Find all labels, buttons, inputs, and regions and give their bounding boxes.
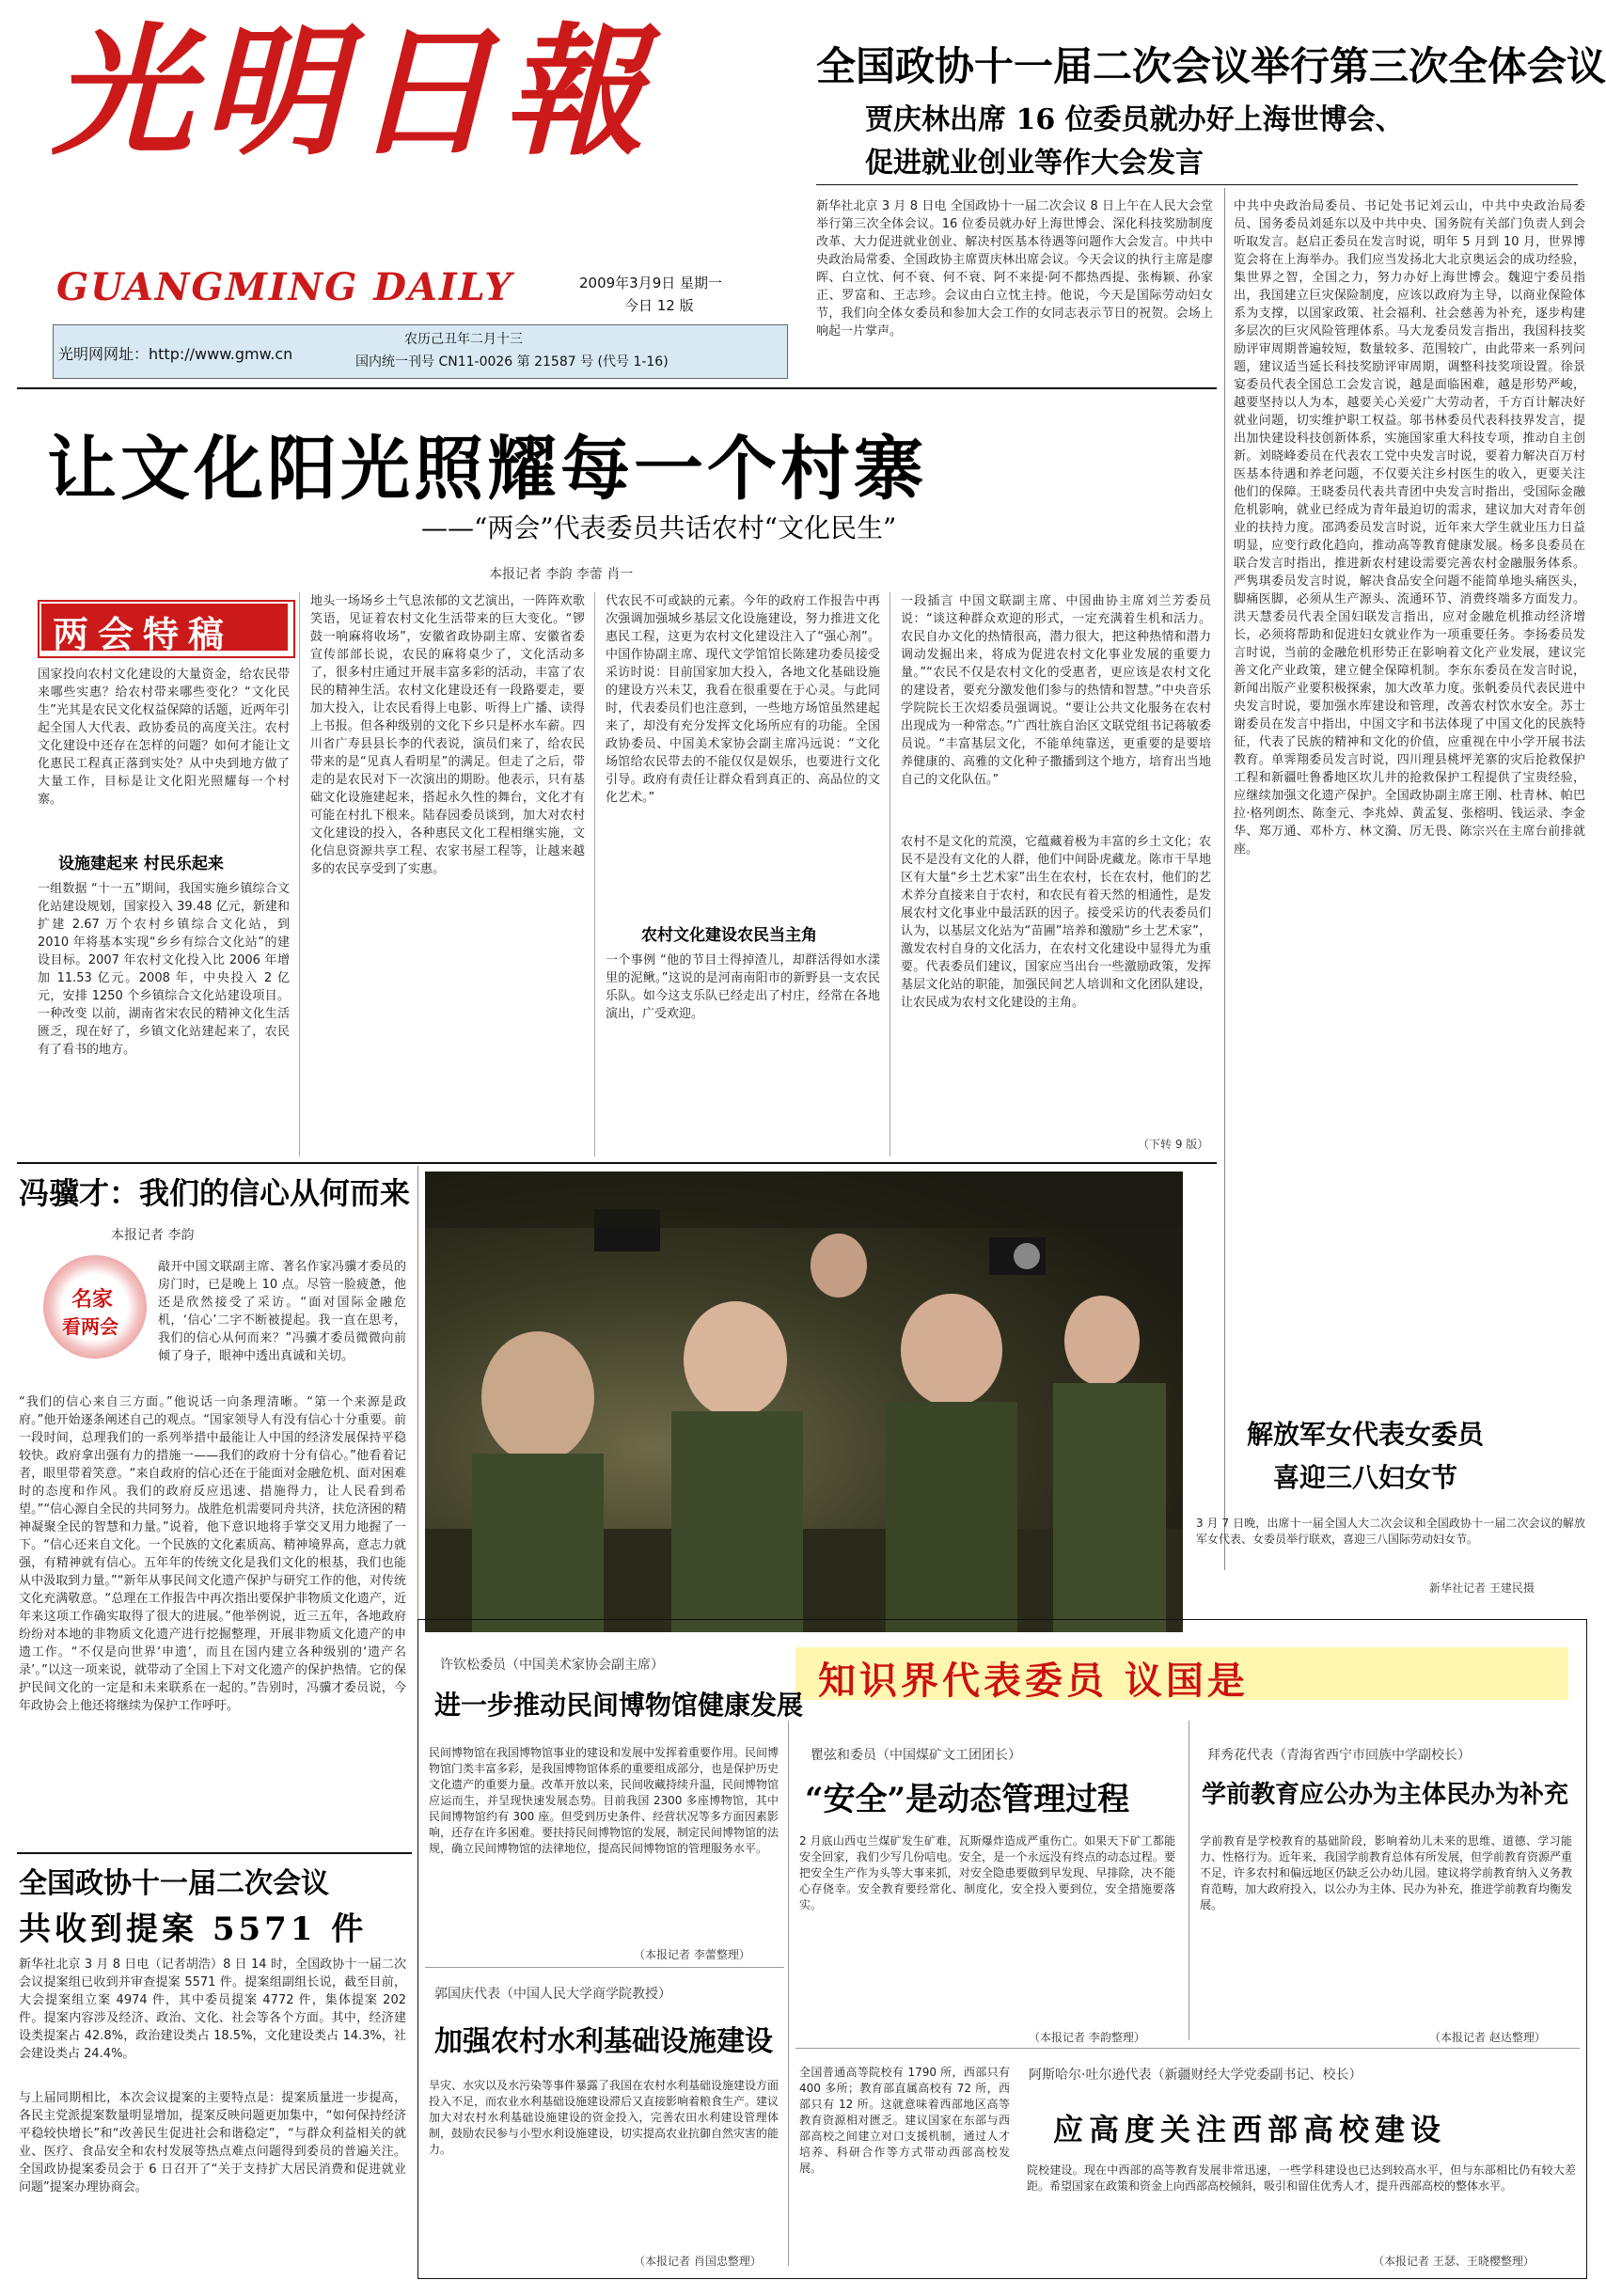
article-1-author: 许钦松委员（中国美术家协会副主席） — [440, 1658, 664, 1673]
issn-line: 国内统一刊号 CN11-0026 第 21587 号 (代号 1-16) — [355, 354, 669, 370]
feature-col-1: 国家投向农村文化建设的大量资金，给农民带来哪些实惠？给农村带来哪些变化？“文化民生”光其是农民文化权益保障的话题，近两年引起全国人大代表、政协委员的高度关注。农村文化建设中还存在怎样的问题？如何才能让文化惠民工程真正落到实处？从中央到地方做了大量工作，目标是让文化阳光照耀每一个村寨。 — [38, 668, 290, 807]
article-4-title: 加强农村水利基础设施建设 — [434, 2025, 773, 2058]
intellectuals-banner-text: 知识界代表委员 议国是 — [818, 1659, 1249, 1703]
article-3-signature: （本报记者 赵达整理） — [1429, 2031, 1546, 2044]
article-2-title: “安全”是动态管理过程 — [805, 1781, 1130, 1818]
article-1-title: 进一步推动民间博物馆健康发展 — [434, 1690, 804, 1721]
feng-body: “我们的信心来自三方面。”他说话一向条理清晰。“第一个来源是政府。”他开始逐条阐述自己的观点。“国家领导人有没有信心十分重要。前一段时间，总理我们的一系列举措中最能让人中国的经济发展保持平稳较快。政府拿出强有力的措施一——我们的政府十分有信心。”他看着记者，眼里带着笑意。“来自政府的信心还在于能面对金融危机、面对困难时的态度和作风。我们的政府反应迅速、措施得力，让人民看到希望。”“信心源自全民的共同努力。战胜危机需要同舟共济，扶危济困的精神凝聚全民的智慧和力量。”说着，他下意识地将手掌交叉用力地握了一下。“信心还来自文化。一个民族的文化素质高、精神境界高，意志力就强，有精神就有信心。五年年的传统文化是我们文化的根基，我们也能从中汲取到力量。”“新年从事民间文化遗产保护与研究工作的他，对传统文化充满敬意。“总理在工作报告中再次指出要保护非物质文化遗产，近年来这项工作确实取得了很大的进展。”他举例说，近三五年，各地政府纷纷对本地的非物质文化遗产进行挖掘整理，开展非物质文化遗产的申遗工作。“不仅是向世界‘申遗’，而且在国内建立各种级别的‘遗产名录’。”以这一项来说，就带动了全国上下对文化遗产的保护热情。它的保护民间文化的一定是和未来联系在一起的。”告别时，冯骥才委员说，今年政协会上他还将继续为保护工作呼吁。 — [19, 1395, 406, 1713]
news-photo — [425, 1172, 1183, 1632]
proposals-headline-2: 共收到提案 5571 件 — [19, 1911, 368, 1948]
feature-headline: 让文化阳光照耀每一个村寨 — [47, 429, 927, 510]
feature-continued: （下转 9 版） — [1138, 1138, 1209, 1151]
feature-col-5: 农村不是文化的荒漠，它蕴藏着极为丰富的乡土文化；农民不是没有文化的人群，他们中间卧虎藏龙。陈市干旱地区有大量“乡土艺术家”出生在农村，长在农村，他们的艺术养分直接来自于农村，和农民有着天然的相通性，是发展农村文化事业中最活跃的因子。接受采访的代表委员们认为，以基层文化站为“苗圃”培养和激励“乡土艺术家”，激发农村自身的文化活力，在农村文化建设中显得尤为重要。代表委员们建议，国家应当出台一些激励政策，发挥基层文化站的职能，加强民间艺人培训和文化团队建设，让农民成为农村文化建设的主角。 — [901, 835, 1211, 1010]
website-address: 光明网网址：http://www.gmw.cn — [58, 345, 293, 363]
article-4-signature: （本报记者 肖国忠整理） — [634, 2255, 762, 2268]
issue-date: 2009年3月9日 星期一 — [579, 275, 723, 291]
photo-caption-headline-2: 喜迎三八妇女节 — [1273, 1462, 1458, 1493]
feature-col-4a: 一段插言 中国文联副主席、中国曲协主席刘兰芳委员说：“谈这种群众欢迎的形式，一定充满着生机和活力。农民自办文化的热情很高，潜力很大，把这种热情和潜力调动发掘出来，将成为促进农村文化事业发展的重要力量。”“农民不仅是农村文化的受惠者，更应该是农村文化的建设者，要充分激发他们参与的热情和智慧。”中央音乐学院院长王次炤委员强调说。“要让公共文化服务在农村出现成为一种常态。”广西壮族自治区文联党组书记蒋敏委员说。“丰富基层文化，不能单纯靠送，更重要的是要培养健康的、高雅的文化种子撒播到这个地方，培育出当地自己的文化队伍。” — [901, 594, 1211, 787]
feature-col-3: 代农民不可或缺的元素。今年的政府工作报告中再次强调加强城乡基层文化设施建设，努力推进文化惠民工程，这更为农村文化建设注入了“强心剂”。中国作协副主席、现代文学馆馆长陈建功委员接受采访时说：目前国家加大投入，各地文化基础设施的建设方兴未艾，我看在很重要在于心灵。与此同时，代表委员们也注意到，一些地方场馆虽然建起来了，却没有充分发挥文化场所应有的功能。全国政协委员、中国美术家协会副主席冯远说：“文化场馆给农民带去的不能仅仅是娱乐，也要进行文化引导。政府有责任让群众看到真正的、高品位的文化艺术。” — [606, 594, 880, 805]
feng-headline: 冯骥才：我们的信心从何而来 — [19, 1175, 411, 1211]
article-4-author: 郭国庆代表（中国人民大学商学院教授） — [434, 1987, 671, 2002]
article-3-title: 学前教育应公办为主体民办为补充 — [1202, 1781, 1569, 1809]
top-story-headline: 全国政协十一届二次会议举行第三次全体会议 — [816, 43, 1606, 89]
article-2-text: 2 月底山西屯兰煤矿发生矿难，瓦斯爆炸造成严重伤亡。如果天下矿工都能安全回家，我们少写几份唁电。安全，是一个永远没有终点的动态过程。要把安全生产作为头等大事来抓，对安全隐患要做到早发现、早排除，决不能心存侥幸。安全教育要经常化、制度化，安全投入要到位，安全措施要落实。 — [799, 1834, 1175, 1911]
article-6-signature: （本报记者 王瑟、王晓樱整理） — [1373, 2255, 1535, 2268]
feature-section-1: 设施建起来 村民乐起来 — [58, 855, 224, 873]
article-1-text: 民间博物馆在我国博物馆事业的建设和发展中发挥着重要作用。民间博物馆门类丰富多彩，是我国博物馆体系的重要组成部分，也是保护历史文化遗产的重要力量。改革开放以来，民间收藏持续升温，民间博物馆应运而生，并呈现快速发展态势。目前我国 2300 多座博物馆，其中民间博物馆约有 300 座。但受到历史条件、经营状况等多方面因素影响，还存在许多困难。要扶持民间博物馆的发展，制定民间博物馆的法规，确立民间博物馆的法律地位，提高民间博物馆的管理服务水平。 — [429, 1746, 779, 1855]
proposals-text: 新华社北京 3 月 8 日电（记者胡浩）8 日 14 时，全国政协十一届二次会议提案组已收到并审查提案 5571 件。提案组副组长说，截至目前，大会提案组立案 4974 件，其中委员提案 4772 件，集体提案 202 件。提案内容涉及经济、政治、文化、社会等各个方面。其中，经济建设类提案占 42.8%，政治建设类占 18.5%，文化建设类占 14.3%，社会建设类占 24.4%。 — [19, 1958, 406, 2061]
article-2-author: 瞿弦和委员（中国煤矿文工团团长） — [811, 1748, 1021, 1763]
feature-section-2: 农村文化建设农民当主角 — [641, 926, 817, 945]
commentary-badge-line-2: 看两会 — [62, 1315, 118, 1338]
article-1-signature: （本报记者 李蕾整理） — [634, 1948, 750, 1961]
article-3-author: 拜秀花代表（青海省西宁市回族中学副校长） — [1207, 1748, 1471, 1763]
article-5-text: 全国普通高等院校有 1790 所，西部只有 400 多所；教育部直属高校有 72 所，西部只有 12 所。这就意味着西部地区高等教育资源相对匮乏。建议国家在东部与西部高校之间建立对口支援机制，通过人才培养、科研合作等方式带动西部高校发展。 — [799, 2066, 1010, 2175]
feature-badge-label: 两会特稿 — [53, 613, 234, 655]
feng-byline: 本报记者 李韵 — [111, 1228, 195, 1243]
article-3-text: 学前教育是学校教育的基础阶段，影响着幼儿未来的思维、道德、学习能力、性格行为。近年来，我国学前教育总体有所发展，但学前教育资源严重不足，许多农村和偏远地区仍缺乏公办幼儿园。建议将学前教育纳入义务教育范畴，加大政府投入，以公办为主体、民办为补充，推进学前教育均衡发展。 — [1200, 1834, 1572, 1911]
top-story-lead: 新华社北京 3 月 8 日电 全国政协十一届二次会议 8 日上午在人民大会堂举行第三次全体会议。16 位委员就办好上海世博会、深化科技奖励制度改革、大力促进就业创业、解决村医基本待遇等问题作大会发言。中共中央政治局常委、全国政协主席贾庆林出席会议。今天会议的执行主席是廖晖、白立忱、何不衰、何不衰、阿不来提·阿不都热西提、张梅颖、孙家正、罗富和、王志珍。会议由白立忱主持。他说，今天是国际劳动妇女节，我们向全体女委员和参加大会工作的女同志表示节日的祝贺。会场上响起一片掌声。 — [816, 199, 1213, 338]
feature-col-2: 地头一场场乡土气息浓郁的文艺演出，一阵阵欢歌笑语，见证着农村文化生活带来的巨大变化。“锣鼓一响麻将收场”，安徽省政协副主席、安徽省委宣传部部长说，农民的麻将桌少了，文化活动多了，很多村庄通过开展丰富多彩的活动，丰富了农民的精神生活。农村文化建设还有一段路要走，要加大投入，让农民看得上电影、听得上广播、读得上书报。但各种级别的文化下乡只是杯水车薪。四川省广寿县县长李的代表说，演员们来了，给农民带来的是“见真人看明星”的满足。但走了之后，带走的是农民对下一次演出的期盼。他表示，只有基础文化设施建起来，搭起永久性的舞台，文化才有可能在村扎下根来。陆春园委员谈到，加大对农村文化建设的投入，各种惠民文化工程相继实施，文化信息资源共享工程、农家书屋工程等，让越来越多的农民享受到了实惠。 — [310, 594, 585, 876]
feature-col-4b: 一个事例 “他的节目土得掉渣儿，却群活得如水漾里的泥鳅。”这说的是河南南阳市的新野县一支农民乐队。如今这支乐队已经走出了村庄，经常在各地演出，广受欢迎。 — [606, 953, 880, 1021]
article-6-author: 阿斯哈尔·吐尔逊代表（新疆财经大学党委副书记、校长） — [1029, 2068, 1362, 2083]
top-story-right-column: 中共中央政治局委员、书记处书记刘云山，中共中央政治局委员、国务委员刘延东以及中共中央、国务院有关部门负责人到会听取发言。赵启正委员在发言时说，明年 5 月到 10 月，世界博览会将在上海举办。我们应当发扬北大北京奥运会的成功经验，集世界之智，全国之力，努力办好上海世博会。魏迎宁委员指出，我国建立巨灾保险制度，应该以政府为主导，以商业保险体系为支撑，以国家政策、社会福利、社会慈善为补充，逐步构建多层次的巨灾风险管理体系。马大龙委员发言指出，我国科技奖励评审周期普遍较短，数量较多、范围较广，由此带来一系列问题，建议适当延长科技奖励评审周期，调整科技奖项设置。徐景宴委员代表全国总工会发言说，越是面临困难，越是形势严峻，越要坚持以人为本，越要关心关爱广大劳动者，千方百计解决好就业问题，切实维护职工权益。邬书林委员代表科技界发言，提出加快建设科技创新体系，实施国家重大科技专项，推动自主创新。刘晓峰委员在代表农工党中央发言时说，要着力解决百万村医基本待遇和养老问题，不仅要关注乡村医生的收入，更要关注他们的保障。王晓委员代表共青团中央发言时指出，受国际金融危机影响，就业已经成为青年最迫切的需求，建议加大对青年创业的扶持力度。邵鸿委员发言时说，近年来大学生就业压力日益明显，应变行政化趋向，推动高等教育健康发展。杨多良委员在联合发言时指出，推进新农村建设需要完善农村金融服务体系。严隽琪委员发言时说，解决食品安全问题不能简单地头痛医头，脚痛医脚，必须从生产源头、流通环节、消费终端多方面发力。洪天慧委员代表全国妇联发言指出，应对金融危机推动经济增长，必须将帮助和促进妇女就业作为一项重要任务。李扬委员发言时说，当前的金融危机形势正在影响着文化产业发展，建议完善文化产业政策，建立健全保障机制。李东东委员在发言时说，新闻出版产业要积极探索，加大改革力度。张帆委员代表民进中央发言时说，要加强水库建设和管理，改善农村饮水安全。苏士谢委员在发言中指出，中国文字和书法体现了中国文化的民族特征，代表了民族的精神和文化的价值，应重视在中小学开展书法教育。单霁翔委员发言时说，四川理县桃坪羌寨的灾后抢救保护工程和新疆吐鲁番地区坎儿井的抢救保护工程提供了宝贵经验，应继续加强文化遗产保护。全国政协副主席王刚、杜青林、帕巴拉·格列朗杰、陈奎元、李兆焯、黄孟复、张榕明、钱运录、李金华、郑万通、邓朴方、林文漪、厉无畏、陈宗兴在主席台前排就座。 — [1234, 199, 1585, 857]
lunar-date: 农历己丑年二月十三 — [404, 332, 523, 347]
feature-col-1b: 一组数据 “十一五”期间，我国实施乡镇综合文化站建设规划，国家投入 39.48 亿元，新建和扩建 2.67 万个农村乡镇综合文化站，到 2010 年将基本实现“乡乡有综合文化站”的建设目标。2007 年农村文化投入比 2006 年增加 11.53 亿元。2008 年，中央投入 2 亿元，安排 1250 个乡镇综合文化站建设项目。一种改变 以前，湖南省宋农民的精神文化生活匮乏，现在好了，乡镇文化站建起来了，农民有了看书的地方。 — [38, 882, 290, 1057]
feng-intro: 敲开中国文联副主席、著名作家冯骥才委员的房门时，已是晚上 10 点。尽管一脸疲惫，他还是欣然接受了采访。“面对国际金融危机，‘信心’二字不断被提起。我一直在思考，我们的信心从何而来？”冯骥才委员微微向前倾了身子，眼神中透出真诚和关切。 — [158, 1260, 406, 1363]
photo-credit: 新华社记者 王建民摄 — [1429, 1581, 1535, 1595]
proposals-headline-1: 全国政协十一届二次会议 — [19, 1867, 329, 1900]
top-story-subhead-1: 贾庆林出席 16 位委员就办好上海世博会、 — [865, 103, 1404, 136]
article-2-signature: （本报记者 李韵整理） — [1029, 2031, 1145, 2044]
feature-byline: 本报记者 李韵 李蕾 肖一 — [489, 567, 634, 582]
photo-caption-headline-1: 解放军女代表女委员 — [1247, 1419, 1485, 1450]
newspaper-logo-english: GUANGMING DAILY — [56, 265, 513, 309]
article-4-text: 旱灾、水灾以及水污染等事件暴露了我国在农村水利基础设施建设方面投入不足，而农业水利基础设施建设滞后又直接影响着粮食生产。建议加大对农村水利基础设施建设的资金投入，完善农田水利建设管理体制，鼓励农民参与小型水利设施建设，切实提高农业抗御自然灾害的能力。 — [429, 2079, 779, 2156]
photo-illustration — [425, 1172, 1183, 1632]
article-6-title: 应高度关注西部高校建设 — [1053, 2112, 1447, 2147]
photo-caption-text: 3 月 7 日晚，出席十一届全国人大二次会议和全国政协十一届二次会议的解放军女代表、女委员举行联欢，喜迎三八国际劳动妇女节。 — [1196, 1517, 1585, 1546]
proposals-text-2: 与上届同期相比，本次会议提案的主要特点是：提案质量进一步提高，各民主党派提案数量明显增加，提案反映问题更加集中，“如何保持经济平稳较快增长”和“改善民生促进社会和谐稳定”，“与群众利益相关的就业、医疗、食品安全和农村发展等热点难点问题得到委员的普遍关注。全国政协提案委员会于 6 日召开了“关于支持扩大居民消费和促进就业问题”提案办理协商会。 — [19, 2091, 406, 2194]
page-count: 今日 12 版 — [624, 297, 694, 314]
feature-subhead: ——“两会”代表委员共话农村“文化民生” — [421, 512, 897, 543]
top-story-subhead-2: 促进就业创业等作大会发言 — [865, 147, 1204, 180]
commentary-badge-line-1: 名家 — [71, 1287, 114, 1312]
newspaper-logo: 光明日報 — [52, 9, 654, 175]
article-6-text: 院校建设。现在中西部的高等教育发展非常迅速，一些学科建设也已达到较高水平，但与东部相比仍有较大差距。希望国家在政策和资金上向西部高校倾斜，吸引和留住优秀人才，提升西部高校的整体水平。 — [1027, 2163, 1576, 2193]
